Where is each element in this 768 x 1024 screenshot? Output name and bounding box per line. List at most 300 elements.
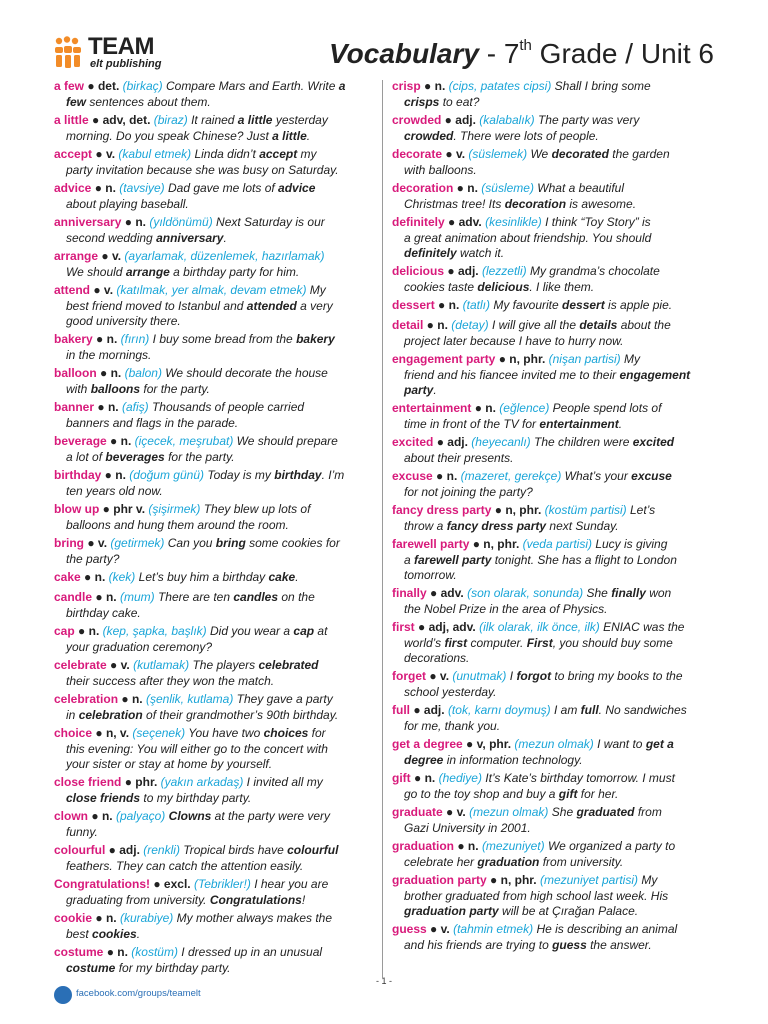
example-text: . [136, 926, 141, 941]
example-text: celebrate her [404, 854, 478, 869]
example-text: Lucy is giving [592, 537, 668, 551]
example-text: We should decorate the house [161, 366, 328, 380]
brand-subtitle: elt publishing [90, 58, 162, 70]
translation: (mazeret, gerekçe) [460, 469, 562, 483]
part-of-speech: n. [105, 590, 117, 604]
vocab-entry: fancy dress party ● n, phr. (kostüm partisi) Let’s throw a fancy dress party next Sunday. [392, 503, 656, 533]
example-text: ! [301, 892, 306, 907]
vocab-word: anniversary [54, 215, 122, 229]
example-text: graduating from university. [66, 892, 210, 907]
part-of-speech: n. [117, 945, 128, 959]
vocab-word: beverage [54, 434, 107, 448]
vocab-entry: definitely ● adv. (kesinlikle) I think “Toy Story” is a great animation about friendship. You should definitely watch it. [392, 215, 652, 260]
example-text: a very [296, 298, 333, 313]
example-text: We [527, 147, 552, 161]
part-of-speech: n. [105, 181, 116, 195]
example-keyword: candles [233, 590, 279, 604]
vocab-entry: choice ● n, v. (seçenek) You have two choices for this evening: You will either go to the concert with your sister or stay at home by yourself. [54, 726, 328, 771]
part-of-speech: v. [103, 283, 114, 297]
example-text: I invited all my [243, 775, 323, 789]
example-text: a great animation about friendship. You should [404, 230, 652, 245]
example-text: ten years old now. [66, 483, 163, 498]
example-keyword: arrange [125, 264, 170, 279]
vocab-word: excuse [392, 469, 433, 483]
example-keyword: birthday [274, 468, 322, 482]
vocab-entry: anniversary ● n. (yıldönümü) Next Saturday is our second wedding anniversary. [54, 215, 325, 245]
vocab-word: finally [392, 586, 427, 600]
vocab-entry: graduation party ● n, phr. (mezuniyet partisi) My brother graduated from high school last week. His graduation party will be at Çırağan Palace. [392, 873, 669, 918]
part-of-speech: adv. [440, 586, 464, 600]
example-text: I dressed up in an unusual [177, 945, 323, 959]
brand-name: TEAM [88, 33, 154, 60]
example-keyword: engagement [619, 367, 691, 382]
translation: (mum) [119, 590, 155, 604]
vocab-word: farewell party [392, 537, 470, 551]
vocab-entry: cookie ● n. (kurabiye) My mother always makes the best cookies. [54, 911, 333, 941]
example-text: My [637, 873, 658, 887]
translation: (Tebrikler!) [193, 877, 251, 891]
vocab-entry: a little ● adv, det. (biraz) It rained a little yesterday morning. Do you speak Chinese? Just a little. [54, 113, 328, 143]
example-text: friend and his fiancee invited me to their [404, 367, 620, 382]
example-text: from university. [539, 854, 624, 869]
example-text: for [308, 726, 326, 740]
example-text: We should [66, 264, 126, 279]
example-text: Compare Mars and Earth. Write [162, 79, 339, 93]
translation: (kep, şapka, başlık) [102, 624, 207, 638]
part-of-speech: v. [97, 536, 108, 550]
example-text: Next Saturday is our [212, 215, 325, 229]
example-text: go to the toy shop and buy a [404, 786, 559, 801]
title-rest: Grade / Unit 6 [531, 38, 714, 69]
example-keyword: anniversary [156, 230, 224, 245]
example-text: my [297, 147, 317, 161]
vocab-entry: candle ● n. (mum) There are ten candles on the birthday cake. [54, 590, 315, 620]
example-keyword: dessert [562, 298, 605, 312]
translation: (biraz) [153, 113, 188, 127]
vocab-entry: beverage ● n. (içecek, meşrubat) We should prepare a lot of beverages for the party. [54, 434, 338, 464]
part-of-speech: phr v. [113, 502, 146, 516]
vocab-word: advice [54, 181, 92, 195]
page-number: - 1 - [375, 976, 392, 986]
example-keyword: cake [268, 570, 296, 584]
example-text: Thousands of people carried [148, 400, 305, 414]
part-of-speech: n. [437, 318, 448, 332]
example-text: . I’m [321, 468, 345, 482]
example-text: What a beautiful [533, 181, 625, 195]
example-text: with [66, 381, 91, 396]
example-keyword: decoration [504, 196, 567, 211]
vocab-entry: finally ● adv. (son olarak, sonunda) She finally won the Nobel Prize in the area of Physics. [392, 586, 672, 616]
vocab-entry: a few ● det. (birkaç) Compare Mars and Earth. Write a few sentences about them. [54, 79, 346, 109]
vocab-word: accept [54, 147, 93, 161]
example-text: a birthday party for him. [169, 264, 300, 279]
part-of-speech: n. [115, 468, 126, 482]
example-text: tomorrow. [404, 568, 457, 582]
vocab-word: crowded [392, 113, 442, 127]
translation: (kostüm) [131, 945, 178, 959]
example-text: Linda didn’t [191, 147, 260, 161]
example-text: Gazi University in 2001. [404, 820, 531, 835]
vocab-word: celebration [54, 692, 119, 706]
example-text: My [306, 283, 326, 297]
vocab-entry: bring ● v. (getirmek) Can you bring some cookies for the party? [54, 536, 340, 566]
example-text: I buy some bread from the [149, 332, 297, 346]
example-keyword: entertainment [539, 416, 619, 431]
example-text: What’s your [561, 469, 632, 483]
example-text: I am [550, 703, 581, 717]
example-text: There are ten [154, 590, 234, 604]
translation: (yıldönümü) [149, 215, 213, 229]
translation: (seçenek) [132, 726, 186, 740]
vocab-entry: attend ● v. (katılmak, yer almak, devam etmek) My best friend moved to Istanbul and attended a very good university there. [54, 283, 333, 328]
example-text: I [506, 669, 517, 683]
part-of-speech: n. [485, 401, 496, 415]
example-text: He is describing an animal [533, 922, 678, 936]
vocab-word: cookie [54, 911, 93, 925]
vocab-entry: graduate ● v. (mezun olmak) She graduated from Gazi University in 2001. [392, 805, 662, 835]
vocab-word: graduation party [392, 873, 487, 887]
example-text: Dad gave me lots of [164, 181, 279, 195]
example-text: best friend moved to Istanbul and [66, 298, 247, 313]
vocab-entry: excuse ● n. (mazeret, gerekçe) What’s your excuse for not joining the party? [392, 469, 672, 499]
part-of-speech: v. [455, 147, 466, 161]
example-keyword: colourful [287, 843, 339, 857]
vocab-word: cap [54, 624, 75, 638]
part-of-speech: n. [448, 298, 460, 312]
vocab-entry: celebration ● n. (şenlik, kutlama) They gave a party in celebration of their grandmother’s 90th birthday. [54, 692, 339, 722]
vocab-word: fancy dress party [392, 503, 492, 517]
part-of-speech: adj. [455, 113, 476, 127]
example-text: . [618, 416, 623, 431]
translation: (ilk olarak, ilk önce, ilk) [479, 620, 600, 634]
example-keyword: degree [404, 752, 444, 767]
vocab-word: decoration [392, 181, 454, 195]
example-text: some cookies for [245, 536, 340, 550]
vocab-word: crisp [392, 79, 421, 93]
example-text: My mother always makes the [173, 911, 333, 925]
vocab-entry: advice ● n. (tavsiye) Dad gave me lots of advice about playing baseball. [54, 181, 316, 211]
translation: (tatlı) [462, 298, 490, 312]
translation: (heyecanlı) [471, 435, 531, 449]
part-of-speech: n. [105, 911, 117, 925]
example-keyword: choices [263, 726, 309, 740]
example-text: good university there. [66, 314, 181, 328]
translation: (lezzetli) [481, 264, 527, 278]
translation: (kostüm partisi) [544, 503, 627, 517]
example-text: your sister or stay at home by yourself. [66, 757, 273, 771]
vocab-entry: colourful ● adj. (renkli) Tropical birds have colourful feathers. They can catch the attention easily. [54, 843, 339, 873]
example-text: computer. [467, 635, 527, 650]
example-text: Let’s buy him a birthday [135, 570, 269, 584]
part-of-speech: n. [106, 332, 118, 346]
vocab-word: delicious [392, 264, 445, 278]
example-text: at the party were very [211, 809, 331, 823]
vocab-word: detail [392, 318, 424, 332]
vocab-entry: close friend ● phr. (yakın arkadaş) I invited all my close friends to my birthday party. [54, 775, 323, 805]
vocab-entry: engagement party ● n, phr. (nişan partisi) My friend and his fiancee invited me to their engagement party. [392, 352, 691, 397]
vocab-word: excited [392, 435, 434, 449]
translation: (mezuniyet partisi) [539, 873, 638, 887]
example-keyword: get a [645, 737, 674, 751]
vocab-word: a few [54, 79, 85, 93]
title-superscript: th [519, 37, 532, 54]
example-text: The players [189, 658, 259, 672]
part-of-speech: n. [446, 469, 458, 483]
example-text: . I like them. [529, 279, 595, 294]
vocab-word: dessert [392, 298, 435, 312]
vocab-word: costume [54, 945, 104, 959]
example-text: to bring my books to the [551, 669, 683, 683]
example-keyword: celebrated [258, 658, 319, 672]
vocab-entry: excited ● adj. (heyecanlı) The children were excited about their presents. [392, 435, 675, 465]
example-text: with balloons. [404, 162, 477, 177]
example-text: ENIAC was the [599, 620, 685, 634]
example-text: about the [617, 318, 671, 332]
example-text: yesterday [272, 113, 328, 127]
vocab-entry: entertainment ● n. (eğlence) People spend lots of time in front of the TV for entertainment. [392, 401, 662, 431]
example-keyword: cap [293, 624, 315, 638]
part-of-speech: n, phr. [509, 352, 546, 366]
vocab-word: blow up [54, 502, 100, 516]
translation: (unutmak) [452, 669, 507, 683]
example-text: Did you wear a [206, 624, 294, 638]
facebook-group-icon [54, 986, 72, 1004]
example-keyword: graduation party [404, 904, 499, 918]
translation: (nişan partisi) [548, 352, 621, 366]
translation: (getirmek) [110, 536, 165, 550]
example-keyword: gift [558, 786, 578, 801]
example-keyword: Congratulations [209, 892, 302, 907]
example-text: for not joining the party? [404, 484, 533, 499]
translation: (kurabiye) [119, 911, 174, 925]
translation: (kesinlikle) [485, 215, 542, 229]
vocab-entry: cake ● n. (kek) Let’s buy him a birthday cake. [54, 570, 299, 584]
vocab-entry: forget ● v. (unutmak) I forgot to bring my books to the school yesterday. [392, 669, 683, 699]
example-text: sentences about them. [86, 94, 211, 109]
example-keyword: First [526, 635, 553, 650]
example-text: in the mornings. [66, 347, 152, 362]
part-of-speech: n. [107, 400, 119, 414]
example-text: I will give all the [488, 318, 580, 332]
example-text: Today is my [204, 468, 275, 482]
vocab-word: close friend [54, 775, 122, 789]
vocab-entry: crowded ● adj. (kalabalık) The party was very crowded. There were lots of people. [392, 113, 640, 143]
example-text: for the party. [164, 449, 235, 464]
example-keyword: bring [215, 536, 246, 550]
example-keyword: celebration [78, 707, 143, 722]
example-text: watch it. [456, 246, 505, 260]
example-text: . [306, 128, 311, 143]
vocab-entry: cap ● n. (kep, şapka, başlık) Did you wear a cap at your graduation ceremony? [54, 624, 328, 654]
example-keyword: definitely [404, 246, 457, 260]
translation: (detay) [451, 318, 489, 332]
vocab-word: candle [54, 590, 93, 604]
example-keyword: advice [278, 181, 316, 195]
example-text: birthday cake. [66, 605, 141, 620]
translation: (doğum günü) [129, 468, 204, 482]
translation: (şişirmek) [148, 502, 201, 516]
part-of-speech: det. [97, 79, 120, 93]
vocab-word: colourful [54, 843, 106, 857]
part-of-speech: n. [434, 79, 446, 93]
vocab-entry: graduation ● n. (mezuniyet) We organized a party to celebrate her graduation from university. [392, 839, 676, 869]
example-text: party invitation because she was busy on Saturday. [66, 162, 339, 177]
example-text: in [66, 707, 79, 722]
vocab-entry: gift ● n. (hediye) It’s Kate’s birthday tomorrow. I must go to the toy shop and buy a gift for her. [392, 771, 675, 801]
example-keyword: attended [246, 298, 297, 313]
example-keyword: graduation [477, 854, 540, 869]
example-text: time in front of the TV for [404, 416, 540, 431]
part-of-speech: adj. [423, 703, 445, 717]
vocab-word: decorate [392, 147, 443, 161]
part-of-speech: n. [94, 570, 106, 584]
part-of-speech: n. [135, 215, 146, 229]
vocab-entry: guess ● v. (tahmin etmek) He is describing an animal and his friends are trying to guess the answer. [392, 922, 678, 952]
translation: (mezuniyet) [481, 839, 545, 853]
vocab-entry: dessert ● n. (tatlı) My favourite dessert is apple pie. [392, 298, 673, 312]
team-logo [54, 33, 204, 72]
example-text: We organized a party to [544, 839, 676, 853]
vocab-word: birthday [54, 468, 102, 482]
example-text: It’s Kate’s birthday tomorrow. I must [481, 771, 675, 785]
example-keyword: crisps [404, 94, 440, 109]
example-keyword: fancy dress party [446, 518, 547, 533]
example-text: We should prepare [233, 434, 338, 448]
example-text: My grandma’s chocolate [526, 264, 660, 278]
vocab-entry: delicious ● adj. (lezzetli) My grandma’s chocolate cookies taste delicious. I like them. [392, 264, 660, 294]
example-text: It rained [187, 113, 238, 127]
vocab-entry: banner ● n. (afiş) Thousands of people carried banners and flags in the parade. [54, 400, 305, 430]
vocab-word: arrange [54, 249, 99, 263]
page-header [0, 0, 768, 78]
part-of-speech: adv. [458, 215, 482, 229]
vocab-entry: crisp ● n. (cips, patates cipsi) Shall I bring some crisps to eat? [392, 79, 651, 109]
example-text: from [634, 805, 662, 819]
vocab-entry: costume ● n. (kostüm) I dressed up in an unusual costume for my birthday party. [54, 945, 323, 975]
example-keyword: cookies [92, 926, 137, 941]
example-text: of their grandmother’s 90th birthday. [142, 707, 339, 722]
example-text: a lot of [66, 449, 106, 464]
example-keyword: Clowns [168, 809, 212, 823]
example-text: your graduation ceremony? [66, 639, 213, 654]
example-text: and his friends are trying to [404, 937, 553, 952]
translation: (veda partisi) [522, 537, 592, 551]
example-text: at [314, 624, 328, 638]
translation: (mezun olmak) [514, 737, 594, 751]
title-dash: - [478, 38, 504, 69]
part-of-speech: adj, adv. [428, 620, 476, 634]
translation: (kalabalık) [479, 113, 535, 127]
example-text: the answer. [586, 937, 652, 952]
example-keyword: excuse [631, 469, 672, 483]
example-keyword: a little [237, 113, 273, 127]
part-of-speech: n. [120, 434, 132, 448]
example-keyword: close friends [66, 790, 141, 805]
example-text: won [645, 586, 672, 600]
example-keyword: crowded [404, 128, 454, 143]
example-keyword: bakery [296, 332, 335, 346]
vocab-word: bakery [54, 332, 93, 346]
translation: (hediye) [438, 771, 482, 785]
vocab-word: first [392, 620, 415, 634]
page-title [329, 38, 714, 70]
part-of-speech: n, phr. [505, 503, 542, 517]
example-text: this evening: You will either go to the concert with [66, 741, 328, 756]
vocab-word: engagement party [392, 352, 496, 366]
part-of-speech: n. [467, 181, 478, 195]
vocab-word: gift [392, 771, 411, 785]
example-text: , you should buy some [552, 635, 673, 650]
vocab-word: definitely [392, 215, 445, 229]
example-text: for her. [577, 786, 619, 801]
vocab-word: a little [54, 113, 89, 127]
facebook-link-text[interactable]: facebook.com/groups/teamelt [76, 988, 201, 999]
example-keyword: guess [552, 937, 587, 952]
title-number: 7 [503, 38, 520, 69]
translation: (ayarlamak, düzenlemek, hazırlamak) [124, 249, 325, 263]
translation: (cips, patates cipsi) [448, 79, 552, 93]
vocab-word: graduation [392, 839, 454, 853]
example-text: for the party. [140, 381, 210, 396]
translation: (tok, karnı doymuş) [447, 703, 551, 717]
example-text: school yesterday. [404, 684, 497, 699]
example-text: for me, thank you. [404, 718, 501, 733]
example-text: about playing baseball. [66, 196, 189, 211]
vocab-entry: accept ● v. (kabul etmek) Linda didn’t accept my party invitation because she was busy on Saturday. [54, 147, 339, 177]
example-text: about their presents. [404, 450, 514, 465]
part-of-speech: n. [424, 771, 436, 785]
example-text: Can you [164, 536, 216, 550]
example-text: on the [278, 590, 315, 604]
example-text: I want to [593, 737, 646, 751]
vocab-entry: first ● adj, adv. (ilk olarak, ilk önce, ilk) ENIAC was the world’s first computer. First, you should buy some decorations. [392, 620, 685, 665]
translation: (renkli) [143, 843, 180, 857]
example-keyword: a little [272, 128, 307, 143]
example-text: the party? [66, 551, 120, 566]
example-text: The children were [530, 435, 633, 449]
translation: (birkaç) [122, 79, 163, 93]
example-text: . No sandwiches [598, 703, 687, 717]
translation: (son olarak, sonunda) [467, 586, 584, 600]
vocab-entry: blow up ● phr v. (şişirmek) They blew up lots of balloons and hung them around the room. [54, 502, 311, 532]
example-text: to my birthday party. [140, 790, 252, 805]
translation: (içecek, meşrubat) [134, 434, 234, 448]
example-keyword: costume [66, 960, 116, 975]
vocab-entry: decorate ● v. (süslemek) We decorated the garden with balloons. [392, 147, 670, 177]
vocab-entry: bakery ● n. (fırın) I buy some bread from the bakery in the mornings. [54, 332, 335, 362]
translation: (katılmak, yer almak, devam etmek) [116, 283, 307, 297]
part-of-speech: v. [105, 147, 116, 161]
translation: (süsleme) [481, 181, 534, 195]
example-text: cookies taste [404, 279, 478, 294]
translation: (balon) [124, 366, 162, 380]
example-keyword: first [444, 635, 468, 650]
example-text: funny. [66, 824, 98, 839]
team-logo-icon [54, 36, 84, 70]
part-of-speech: v. [120, 658, 130, 672]
part-of-speech: phr. [135, 775, 158, 789]
example-text: . [223, 230, 227, 245]
vocab-entry: celebrate ● v. (kutlamak) The players celebrated their success after they won the match. [54, 658, 319, 688]
vocab-entry: get a degree ● v, phr. (mezun olmak) I want to get a degree in information technology. [392, 737, 674, 767]
example-text: feathers. They can catch the attention easily. [66, 858, 304, 873]
translation: (şenlik, kutlama) [145, 692, 234, 706]
example-keyword: delicious [477, 279, 530, 294]
example-text: in information technology. [443, 752, 583, 767]
vocab-word: clown [54, 809, 89, 823]
translation: (mezun olmak) [469, 805, 549, 819]
example-keyword: full [580, 703, 599, 717]
